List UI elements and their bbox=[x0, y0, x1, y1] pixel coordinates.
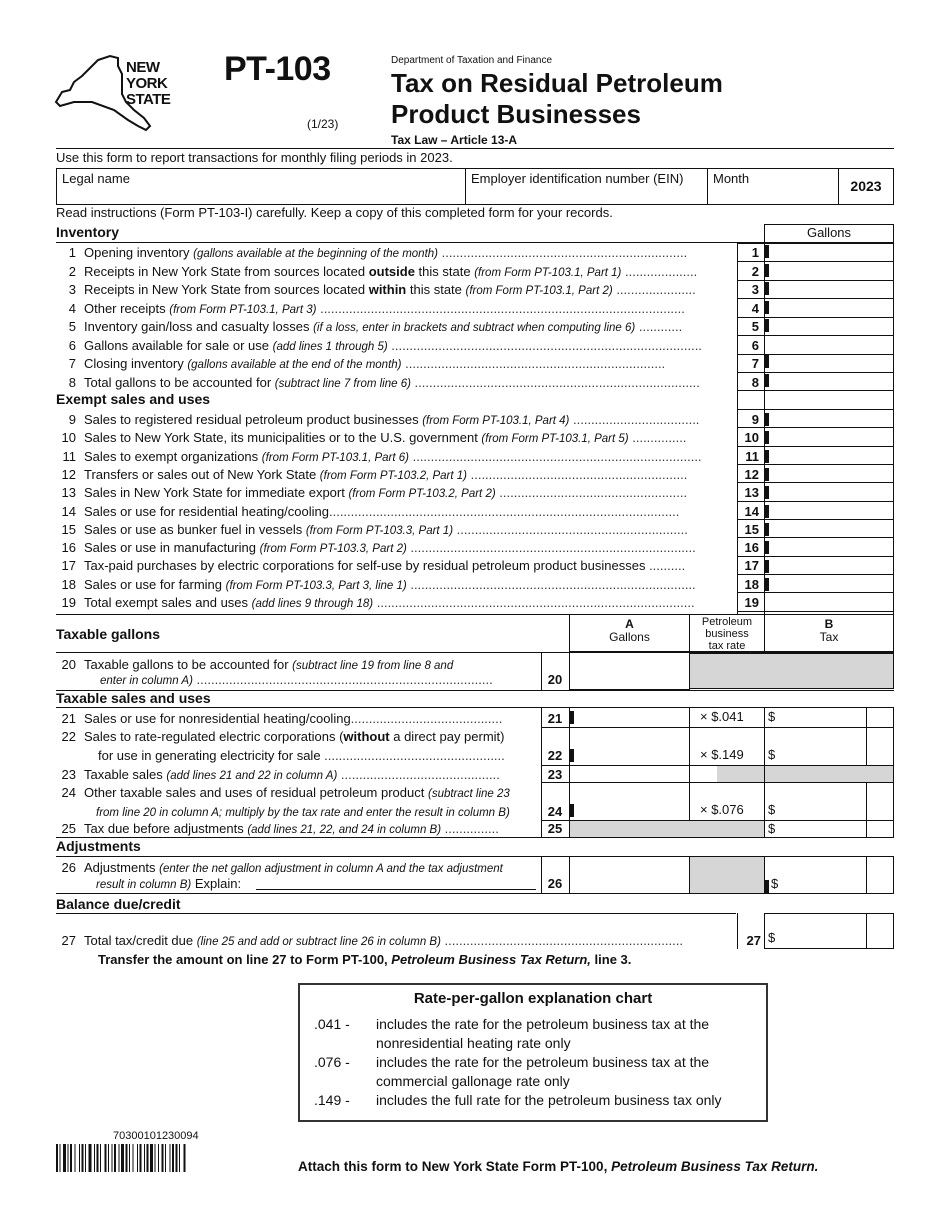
rule bbox=[737, 913, 738, 949]
line-10-gallons-input[interactable] bbox=[766, 428, 894, 446]
rate-chart-item: .041 - includes the rate for the petroleum business tax at the nonresidential heating rate only bbox=[314, 1016, 710, 1051]
line-14-label: 14 Sales or use for residential heating/cooling................................................................................................. bbox=[61, 503, 680, 519]
year-field: 2023 bbox=[838, 168, 894, 205]
barcode-bar bbox=[119, 1144, 120, 1172]
entry-marker bbox=[764, 355, 769, 368]
line-5-number: 5 bbox=[751, 319, 759, 334]
entry-marker bbox=[764, 431, 769, 444]
rule bbox=[737, 354, 894, 355]
intro-text: Use this form to report transactions for monthly filing periods in 2023. bbox=[56, 150, 453, 165]
barcode-bar bbox=[56, 1144, 58, 1172]
barcode-number: 70300101230094 bbox=[113, 1130, 199, 1142]
line-6-label: 6 Gallons available for sale or use (add lines 1 through 5) ...................................................................................... bbox=[68, 337, 702, 353]
dollar-sign: $ bbox=[771, 876, 779, 891]
line-26-tax-input[interactable] bbox=[782, 856, 866, 893]
line-17-label: 17 Tax-paid purchases by electric corporations for self-use by residual petroleum product businesses .......... bbox=[61, 558, 686, 574]
rule bbox=[737, 243, 894, 244]
line-27-tax-input[interactable] bbox=[764, 913, 894, 949]
rule bbox=[866, 913, 867, 949]
rule bbox=[866, 707, 867, 727]
line-22-gallons-input[interactable] bbox=[569, 727, 689, 765]
section-taxable-sales: Taxable sales and uses bbox=[56, 690, 211, 706]
instructions-text: Read instructions (Form PT-103-I) carefully. Keep a copy of this completed form for your records. bbox=[56, 205, 613, 220]
line-3-gallons-input[interactable] bbox=[766, 280, 894, 298]
line-21-gallons-input[interactable] bbox=[569, 707, 689, 727]
rule bbox=[737, 298, 894, 299]
line-22-label: 22 Sales to rate-regulated electric corporations (without a direct pay permit) bbox=[61, 729, 505, 744]
rule bbox=[56, 856, 894, 857]
dollar-sign: $ bbox=[768, 747, 776, 762]
entry-marker bbox=[764, 319, 769, 332]
line-11-gallons-input[interactable] bbox=[766, 447, 894, 465]
barcode bbox=[56, 1144, 266, 1172]
line-4-number: 4 bbox=[751, 300, 759, 316]
entry-marker bbox=[764, 245, 769, 258]
barcode-bar bbox=[97, 1144, 99, 1172]
line-16-number: 16 bbox=[744, 540, 759, 556]
barcode-bar bbox=[137, 1144, 138, 1172]
rate-column-header: Petroleum business tax rate bbox=[689, 614, 765, 652]
section-taxable-gallons: Taxable gallons bbox=[56, 626, 160, 642]
entry-marker bbox=[764, 541, 769, 554]
ein-field[interactable]: Employer identification number (EIN) bbox=[465, 168, 708, 205]
line-19-gallons-input[interactable] bbox=[766, 593, 894, 611]
barcode-bar bbox=[144, 1144, 145, 1172]
line-13-gallons-input[interactable] bbox=[766, 483, 894, 501]
line-6-number: 6 bbox=[751, 337, 759, 353]
form-version: (1/23) bbox=[307, 117, 339, 131]
rule bbox=[866, 856, 867, 893]
line-22-number: 22 bbox=[547, 748, 563, 763]
barcode-bar bbox=[155, 1144, 156, 1172]
entry-marker bbox=[764, 450, 769, 463]
explain-underline[interactable] bbox=[256, 889, 536, 890]
line-6-gallons-input[interactable] bbox=[766, 336, 894, 354]
barcode-bar bbox=[85, 1144, 86, 1172]
line-18-label: 18 Sales or use for farming (from Form PT-103.3, Part 3, line 1) ............................................................................... bbox=[61, 576, 696, 592]
line-2-number: 2 bbox=[751, 263, 759, 279]
barcode-bar bbox=[172, 1144, 174, 1172]
rate-041: × $.041 bbox=[700, 709, 744, 724]
rule bbox=[737, 280, 894, 281]
line-21-number: 21 bbox=[547, 711, 563, 726]
line-12-number: 12 bbox=[744, 466, 759, 482]
transfer-note: Transfer the amount on line 27 to Form PT-100, Petroleum Business Tax Return, line 3. bbox=[98, 952, 632, 967]
rule bbox=[893, 243, 894, 614]
barcode-bar bbox=[112, 1144, 113, 1172]
barcode-bar bbox=[75, 1144, 76, 1172]
line-27-number: 27 bbox=[746, 933, 761, 948]
line-8-number: 8 bbox=[751, 374, 759, 390]
rule bbox=[737, 446, 894, 447]
barcode-bar bbox=[100, 1144, 101, 1172]
rule bbox=[541, 856, 542, 893]
line-21-tax-input[interactable] bbox=[776, 707, 866, 727]
section-inventory: Inventory bbox=[56, 224, 120, 240]
section-balance: Balance due/credit bbox=[56, 896, 181, 912]
barcode-bar bbox=[89, 1144, 92, 1172]
line-4-label: 4 Other receipts (from Form PT-103.1, Part 3) ..................................................................................................... bbox=[68, 300, 685, 316]
line-5-label: 5 Inventory gain/loss and casualty losses (if a loss, enter in brackets and subtract when computing line 6) ............ bbox=[68, 319, 683, 334]
barcode-bar bbox=[82, 1144, 84, 1172]
line-4-gallons-input[interactable] bbox=[766, 299, 894, 317]
dollar-sign: $ bbox=[768, 821, 776, 836]
rule bbox=[893, 856, 894, 893]
barcode-bar bbox=[170, 1144, 171, 1172]
line-13-label: 13 Sales in New York State for immediate export (from Form PT-103.2, Part 2) .................................................... bbox=[61, 485, 688, 501]
rule bbox=[56, 913, 736, 914]
line-20-label-cont: enter in column A) .................................................................................. bbox=[100, 672, 493, 687]
column-a-header: A Gallons bbox=[569, 614, 690, 652]
line-18-gallons-input[interactable] bbox=[766, 575, 894, 593]
barcode-bar bbox=[176, 1144, 178, 1172]
line-7-number: 7 bbox=[751, 356, 759, 371]
line-1-label: 1 Opening inventory (gallons available at the beginning of the month) .................................................................... bbox=[68, 245, 688, 260]
entry-marker bbox=[764, 282, 769, 295]
entry-marker bbox=[764, 301, 769, 314]
line-11-number: 11 bbox=[745, 448, 759, 464]
line-10-label: 10 Sales to New York State, its municipalities or to the U.S. government (from Form PT-103.1, Part 5) ............... bbox=[61, 430, 687, 446]
line-20-label: 20 Taxable gallons to be accounted for (subtract line 19 from line 8 and bbox=[61, 657, 454, 672]
entry-marker bbox=[764, 578, 769, 591]
barcode-bar bbox=[68, 1144, 69, 1172]
barcode-bar bbox=[105, 1144, 107, 1172]
column-b-header: B Tax bbox=[764, 614, 894, 652]
rule bbox=[737, 501, 894, 502]
rule bbox=[689, 856, 690, 893]
line-18-number: 18 bbox=[744, 576, 759, 592]
line-13-number: 13 bbox=[744, 485, 759, 501]
entry-marker bbox=[764, 505, 769, 518]
barcode-bar bbox=[179, 1144, 180, 1172]
barcode-bar bbox=[158, 1144, 159, 1172]
line-23-label: 23 Taxable sales (add lines 21 and 22 in column A) ............................................ bbox=[61, 767, 500, 782]
rule bbox=[866, 727, 867, 765]
rule bbox=[764, 856, 765, 893]
line-25-number: 25 bbox=[547, 821, 563, 836]
rule bbox=[689, 782, 690, 820]
dollar-sign: $ bbox=[768, 930, 776, 945]
dollar-sign: $ bbox=[768, 709, 776, 724]
rule bbox=[737, 390, 894, 391]
section-adjustments: Adjustments bbox=[56, 838, 141, 854]
line-8-gallons-input[interactable] bbox=[766, 373, 894, 391]
line-12-gallons-input[interactable] bbox=[766, 465, 894, 483]
line-11-label: 11 Sales to exempt organizations (from Form PT-103.1, Part 6) ................................................................................ bbox=[62, 448, 702, 464]
rule bbox=[764, 707, 765, 837]
barcode-bar bbox=[147, 1144, 149, 1172]
rule bbox=[866, 782, 867, 837]
logo-text: NEW YORK STATE bbox=[126, 59, 171, 108]
rule bbox=[737, 482, 894, 483]
barcode-bar bbox=[79, 1144, 80, 1172]
barcode-bar bbox=[126, 1144, 128, 1172]
line-7-label: 7 Closing inventory (gallons available at the end of the month) ........................................................................ bbox=[68, 356, 666, 371]
line-9-gallons-input[interactable] bbox=[766, 410, 894, 428]
line-17-number: 17 bbox=[744, 558, 759, 574]
nys-logo bbox=[52, 52, 187, 132]
line-27-label: 27 Total tax/credit due (line 25 and add or subtract line 26 in column B) .................................................................. bbox=[61, 933, 683, 948]
line-25-shaded bbox=[569, 821, 765, 837]
department-name: Department of Taxation and Finance bbox=[391, 55, 553, 66]
barcode-bar bbox=[133, 1144, 134, 1172]
rule bbox=[737, 537, 894, 538]
line-9-number: 9 bbox=[751, 412, 759, 427]
line-24-label: 24 Other taxable sales and uses of residual petroleum product (subtract line 23 bbox=[61, 785, 510, 800]
barcode-bar bbox=[60, 1144, 61, 1172]
entry-marker bbox=[764, 413, 769, 426]
line-14-gallons-input[interactable] bbox=[766, 502, 894, 520]
line-7-gallons-input[interactable] bbox=[766, 354, 894, 372]
line-19-number: 19 bbox=[744, 595, 759, 610]
rule bbox=[737, 519, 894, 520]
barcode-bar bbox=[108, 1144, 109, 1172]
rate-076: × $.076 bbox=[700, 802, 744, 817]
line-3-number: 3 bbox=[751, 282, 759, 297]
line-23-number: 23 bbox=[547, 767, 563, 782]
gallons-column-header: Gallons bbox=[764, 224, 894, 243]
line-26-gallons-input[interactable] bbox=[569, 856, 689, 893]
line-15-gallons-input[interactable] bbox=[766, 520, 894, 538]
line-24-label-cont: from line 20 in column A; multiply by the tax rate and enter the result in column B) bbox=[96, 807, 510, 819]
line-19-label: 19 Total exempt sales and uses (add lines 9 through 18) ........................................................................................ bbox=[61, 595, 695, 610]
line-24-gallons-input[interactable] bbox=[569, 782, 689, 820]
section-exempt: Exempt sales and uses bbox=[56, 391, 211, 407]
rule bbox=[737, 556, 894, 557]
rule bbox=[56, 707, 894, 708]
line-16-label: 16 Sales or use in manufacturing (from Form PT-103.3, Part 2) ............................................................................... bbox=[61, 540, 696, 556]
line-10-number: 10 bbox=[744, 430, 759, 446]
line-1-number: 1 bbox=[751, 245, 759, 260]
barcode-bar bbox=[70, 1144, 72, 1172]
line-22-tax-input[interactable] bbox=[776, 727, 866, 765]
rate-149: × $.149 bbox=[700, 747, 744, 762]
barcode-bar bbox=[114, 1144, 116, 1172]
line-23-gallons-input[interactable] bbox=[569, 765, 689, 782]
barcode-bar bbox=[63, 1144, 66, 1172]
line-3-label: 3 Receipts in New York State from sources located within this state (from Form PT-103.1, Part 2) ...................... bbox=[68, 282, 696, 297]
line-21-label: 21 Sales or use for nonresidential heating/cooling.......................................... bbox=[61, 711, 503, 726]
entry-marker bbox=[764, 523, 769, 536]
rule bbox=[56, 242, 765, 243]
rate-chart-item: .149 - includes the full rate for the petroleum business tax only bbox=[314, 1092, 722, 1108]
line-17-gallons-input[interactable] bbox=[766, 556, 894, 574]
rule bbox=[737, 611, 894, 612]
rule bbox=[689, 707, 690, 782]
rule bbox=[56, 893, 894, 894]
entry-marker bbox=[764, 264, 769, 277]
entry-marker bbox=[764, 374, 769, 387]
line-20-shaded bbox=[689, 653, 894, 689]
line-20-number: 20 bbox=[547, 672, 563, 687]
rule bbox=[737, 317, 894, 318]
entry-marker bbox=[764, 486, 769, 499]
attach-note: Attach this form to New York State Form PT-100, Petroleum Business Tax Return. bbox=[298, 1159, 819, 1174]
line-25-tax-input[interactable] bbox=[776, 820, 866, 837]
line-15-number: 15 bbox=[744, 521, 759, 537]
line-2-gallons-input[interactable] bbox=[766, 262, 894, 280]
line-26-label: 26 Adjustments (enter the net gallon adjustment in column A and the tax adjustment bbox=[61, 860, 503, 875]
line-23-shaded bbox=[717, 766, 894, 782]
rule bbox=[737, 464, 894, 465]
barcode-bar bbox=[150, 1144, 153, 1172]
barcode-bar bbox=[140, 1144, 142, 1172]
rule bbox=[737, 409, 894, 410]
rule bbox=[737, 335, 894, 336]
line-26-shaded bbox=[689, 857, 765, 893]
rule bbox=[541, 652, 542, 690]
line-20-gallons-input[interactable] bbox=[569, 652, 690, 690]
form-title-line1: Tax on Residual Petroleum bbox=[391, 68, 723, 98]
line-8-label: 8 Total gallons to be accounted for (subtract line 7 from line 6) ............................................................................... bbox=[68, 374, 700, 390]
line-25-label: 25 Tax due before adjustments (add lines 21, 22, and 24 in column B) ............... bbox=[61, 821, 499, 836]
line-14-number: 14 bbox=[744, 503, 759, 519]
line-22-label-cont: for use in generating electricity for sale .................................................. bbox=[98, 748, 505, 763]
barcode-bar bbox=[94, 1144, 95, 1172]
line-9-label: 9 Sales to registered residual petroleum product businesses (from Form PT-103.1, Part 4) ................................... bbox=[68, 412, 700, 427]
rule bbox=[737, 427, 894, 428]
rule bbox=[56, 837, 894, 838]
header-rule bbox=[56, 148, 894, 149]
rule bbox=[541, 707, 542, 837]
barcode-bar bbox=[165, 1144, 166, 1172]
line-26-number: 26 bbox=[547, 876, 563, 891]
barcode-bar bbox=[162, 1144, 164, 1172]
dollar-sign: $ bbox=[768, 802, 776, 817]
line-16-gallons-input[interactable] bbox=[766, 538, 894, 556]
entry-marker bbox=[764, 560, 769, 573]
rule bbox=[737, 592, 894, 593]
legal-name-field[interactable]: Legal name bbox=[56, 168, 466, 205]
rate-chart-title: Rate-per-gallon explanation chart bbox=[413, 990, 653, 1007]
line-24-number: 24 bbox=[547, 804, 563, 819]
rate-chart-item: .076 - includes the rate for the petroleum business tax at the commercial gallonage rate only bbox=[314, 1054, 710, 1089]
line-26-label-cont: result in column B) Explain: bbox=[96, 876, 242, 891]
line-5-gallons-input[interactable] bbox=[766, 317, 894, 335]
line-2-label: 2 Receipts in New York State from sources located outside this state (from Form PT-103.1, Part 1) .................... bbox=[68, 263, 698, 279]
month-field[interactable]: Month bbox=[707, 168, 839, 205]
barcode-bar bbox=[121, 1144, 124, 1172]
line-1-gallons-input[interactable] bbox=[766, 243, 894, 261]
entry-marker bbox=[764, 468, 769, 481]
rule bbox=[737, 261, 894, 262]
form-title-line2: Product Businesses bbox=[391, 99, 641, 129]
rule bbox=[737, 574, 894, 575]
rule bbox=[893, 707, 894, 837]
barcode-bar bbox=[184, 1144, 186, 1172]
rule bbox=[737, 372, 894, 373]
line-12-label: 12 Transfers or sales out of New York State (from Form PT-103.2, Part 1) ............................................................ bbox=[61, 466, 688, 482]
rate-chart-box bbox=[298, 983, 768, 1122]
barcode-bar bbox=[129, 1144, 130, 1172]
line-15-label: 15 Sales or use as bunker fuel in vessels (from Form PT-103.3, Part 1) ................................................................ bbox=[61, 521, 688, 537]
form-number: PT-103 bbox=[224, 50, 331, 88]
tax-law-reference: Tax Law – Article 13-A bbox=[391, 133, 518, 147]
line-24-tax-input[interactable] bbox=[776, 782, 866, 820]
